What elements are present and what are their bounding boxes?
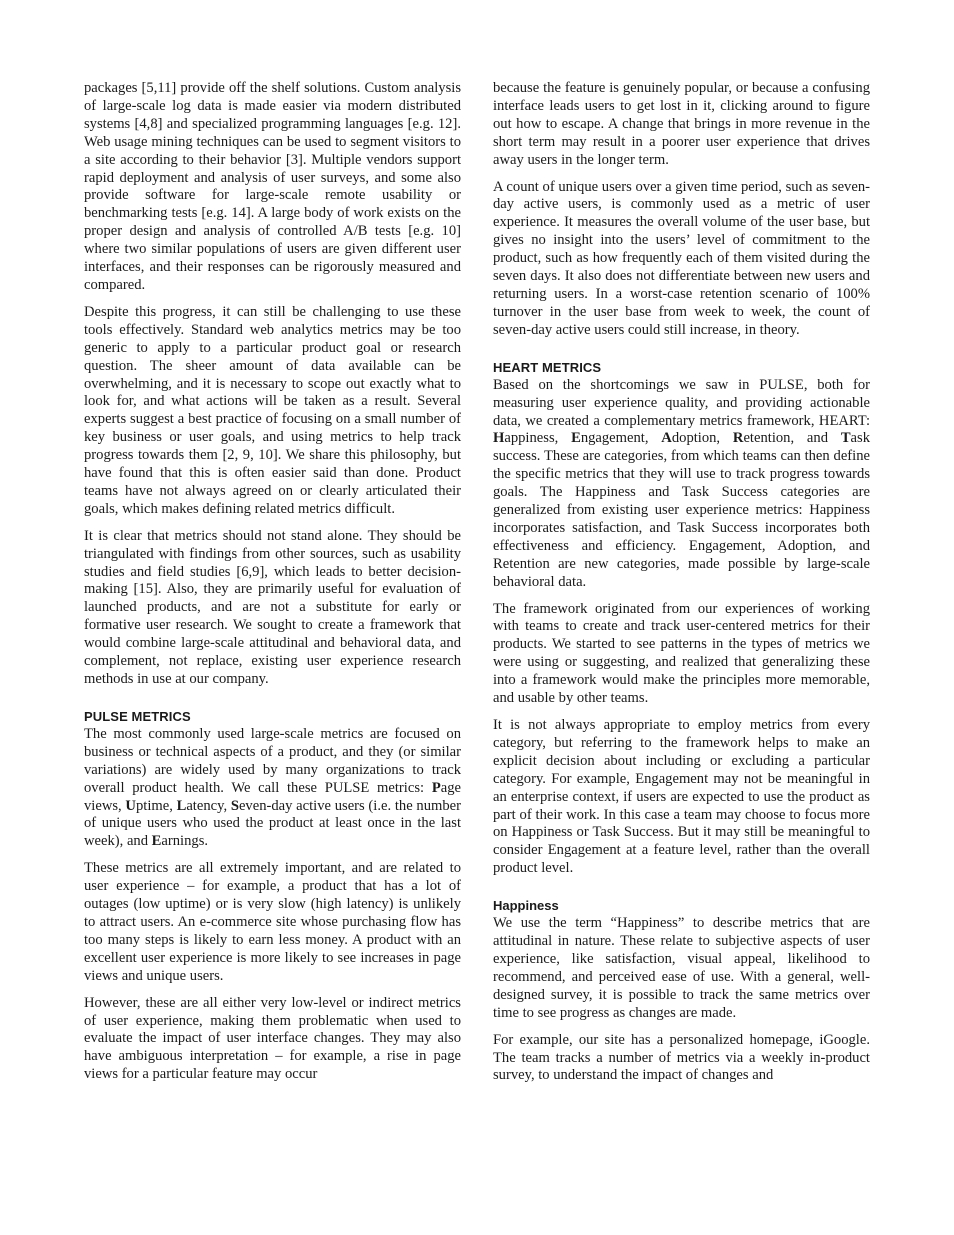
right-column: [493, 80, 870, 1094]
paragraph-heart-definition: Based on the shortcomings we saw in PULSE, both for measuring user experience quality, and providing actionable data, we created a complementary metrics framework, HEART: Happiness, Engagement, Adoption, Retention, and Task success. These are categories, from which teams can then define the specific metrics that they will use to track progress towards goals. The Happiness and Task Success categories are generalized from existing user experience metrics: Happiness incorporates satisfaction, and Task Success incorporates both effectiveness and efficiency. Engagement, Adoption, and Retention are new categories, made possible by large-scale behavioral data.: [493, 376, 871, 590]
paragraph: We use the term “Happiness” to describe metrics that are attitudinal in nature. These relate to subjective aspects of user experience, like satisfaction, visual appeal, likelihood to recommend, and perceived ease of use. With a general, well-designed survey, it is possible to track the same metrics over time to see progress as changes are made.: [493, 915, 870, 1021]
left-column: [84, 80, 461, 1093]
paragraph-pulse-definition: The most commonly used large-scale metrics are focused on business or technical aspects of a product, and they (or similar variations) are widely used by many organizations to track overall product health. We call these PULSE metrics: Page views, Uptime, Latency, Seven-day active users (i.e. the number of unique users who used the product at least once in the last week), and Earnings.: [84, 725, 461, 850]
paragraph: A count of unique users over a given time period, such as seven-day active users, is commonly used as a metric of user experience. It measures the overall volume of the user base, but gives no insight into the users’ level of commitment to the product, such as how frequently each of them visited during the seven days. It also does not differentiate between new users and returning users. In a worst-case retention scenario of 100% turnover in the user base from week to week, the count of seven-day active users could still increase, in theory.: [493, 178, 870, 338]
section-heading-heart-metrics: HEART METRICS: [493, 359, 602, 375]
paragraph: Despite this progress, it can still be challenging to use these tools effectively. Standard web analytics metrics may be too generic to apply to a particular product goal or research question. The sheer amount of data available can be overwhelming, and it is necessary to scope out exactly what to look for, and what actions will be taken as a result. Several experts suggest a best practice of focusing on a small number of key business or user goals, and using metrics to help track progress towards them [2, 9, 10]. We share this philosophy, but have found that this is often easier said than done. Product teams have not always agreed on or clearly articulated their goals, which makes defining related metrics difficult.: [84, 303, 461, 517]
paragraph: The framework originated from our experiences of working with teams to create and track user-centered metrics for their products. We started to see patterns in the types of metrics we were using or suggesting, and realized that generalizing these into a framework would make the principles more memorable, and usable by other teams.: [493, 600, 870, 707]
paragraph: However, these are all either very low-level or indirect metrics of user experience, making them problematic when used to evaluate the impact of user interface changes. They may also have ambiguous interpretation – for example, a rise in page views for a particular feature may occur: [84, 994, 461, 1083]
paragraph: packages [5,11] provide off the shelf solutions. Custom analysis of large-scale log data is made easier via modern distributed systems [4,8] and specialized programming languages [e.g. 12]. Web usage mining techniques can be used to segment visitors to a site according to their behavior [3]. Multiple vendors support rapid deployment and analysis of user surveys, and some also provide software for large-scale remote usability or benchmarking tests [e.g. 14]. A large body of work exists on the proper design and analysis of controlled A/B tests [e.g. 10] where two similar populations of users are given different user interfaces, and their responses can be rigorously measured and compared.: [84, 80, 461, 293]
paragraph: For example, our site has a personalized homepage, iGoogle. The team tracks a number of metrics via a weekly in-product survey, to understand the impact of changes and: [493, 1031, 870, 1084]
section-heading-pulse-metrics: PULSE METRICS: [84, 708, 191, 724]
paragraph: It is clear that metrics should not stand alone. They should be triangulated with findings from other sources, such as usability studies and field studies [6,9], which leads to better decision-making [15]. Also, they are primarily useful for evaluation of launched products, and are not a substitute for early or formative user research. We sought to create a framework that would combine large-scale attitudinal and behavioral data, and complement, not replace, existing user experience research methods in use at our company.: [84, 527, 461, 687]
paragraph: These metrics are all extremely important, and are related to user experience – for example, a product that has a lot of outages (low uptime) or is very slow (high latency) is unlikely to attract users. An e-commerce site whose purchasing flow has too many steps is likely to earn less money. A product with an excellent user experience is more likely to see increases in page views and unique users.: [84, 860, 461, 984]
paragraph: It is not always appropriate to employ metrics from every category, but referring to the framework helps to make an explicit decision about including or excluding a particular category. For example, Engagement may not be meaningful in an enterprise context, if users are expected to use the product as part of their work. In this case a team may choose to focus more on Happiness or Task Success. But it may still be meaningful to consider Engagement at a feature level, rather than the overall product level.: [493, 717, 870, 877]
paragraph: because the feature is genuinely popular, or because a confusing interface leads users to get lost in it, clicking around to figure out how to escape. A change that brings in more revenue in the short term may result in a poorer user experience that drives away users in the longer term.: [493, 80, 870, 168]
subsection-heading-happiness: Happiness: [493, 898, 559, 914]
